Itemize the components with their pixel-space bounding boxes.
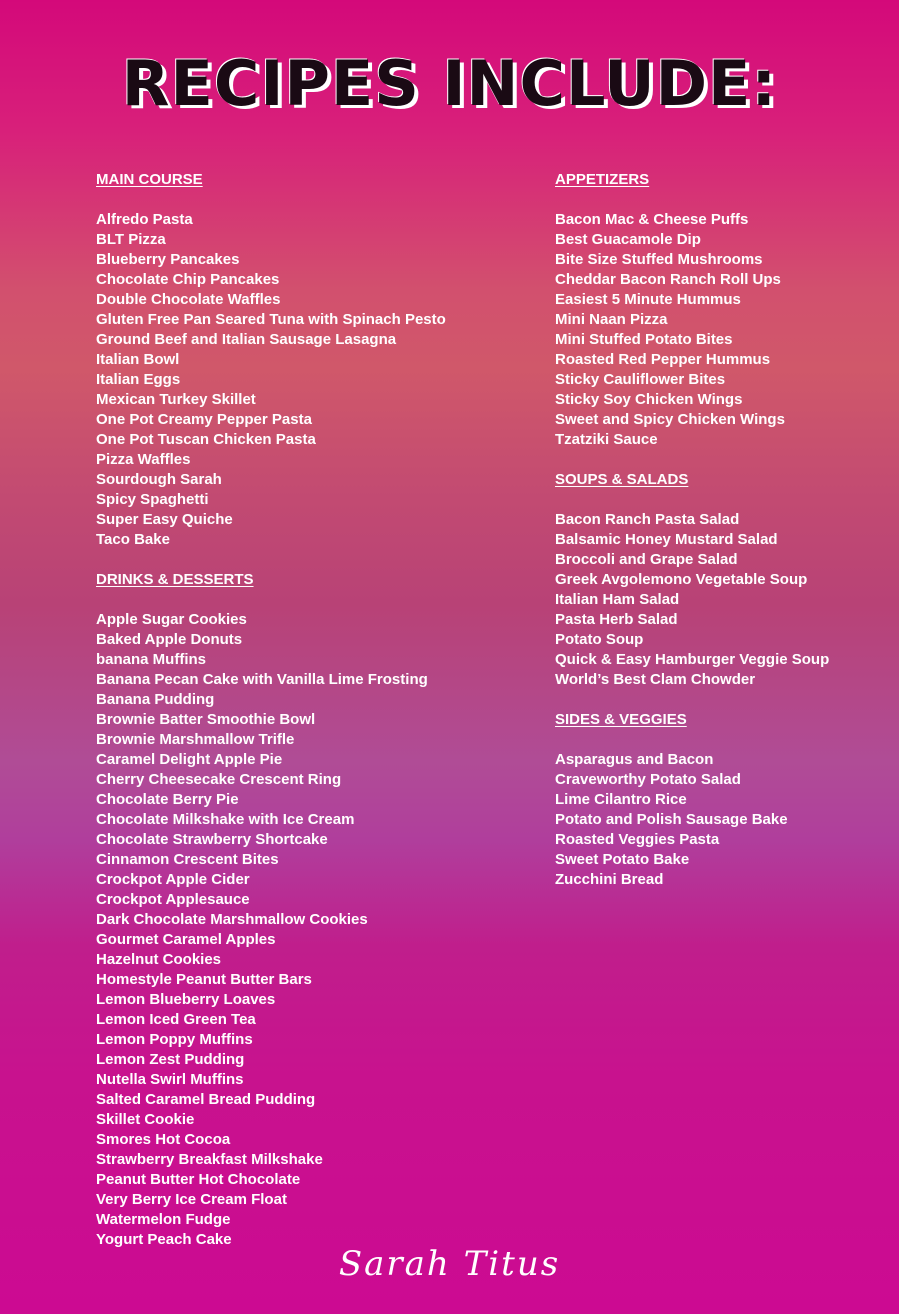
recipe-item: Banana Pudding bbox=[96, 691, 215, 708]
recipe-item: Pasta Herb Salad bbox=[555, 611, 678, 628]
section-drinks-desserts bbox=[96, 570, 536, 1250]
recipe-item: Mini Naan Pizza bbox=[555, 311, 668, 328]
recipe-item: Asparagus and Bacon bbox=[555, 751, 714, 768]
recipe-item: Baked Apple Donuts bbox=[96, 631, 243, 648]
recipe-item: Very Berry Ice Cream Float bbox=[96, 1191, 287, 1208]
recipe-item: Greek Avgolemono Vegetable Soup bbox=[555, 571, 808, 588]
right-column bbox=[555, 170, 885, 910]
recipe-item: World’s Best Clam Chowder bbox=[555, 671, 756, 688]
recipe-item: Sticky Soy Chicken Wings bbox=[555, 391, 743, 408]
recipe-item: Ground Beef and Italian Sausage Lasagna bbox=[96, 331, 397, 348]
recipe-item: Bacon Ranch Pasta Salad bbox=[555, 511, 740, 528]
page-title: RECIPES INCLUDE: bbox=[121, 47, 778, 120]
recipe-item: Spicy Spaghetti bbox=[96, 491, 209, 508]
section-soups-salads bbox=[555, 470, 885, 690]
recipe-item: Sweet and Spicy Chicken Wings bbox=[555, 411, 785, 428]
recipe-item: Skillet Cookie bbox=[96, 1111, 195, 1128]
recipe-item: One Pot Tuscan Chicken Pasta bbox=[96, 431, 316, 448]
recipe-list bbox=[96, 210, 536, 550]
author-signature: Sarah Titus bbox=[338, 1244, 561, 1284]
recipe-list bbox=[555, 750, 885, 890]
recipe-item: Roasted Red Pepper Hummus bbox=[555, 351, 771, 368]
section-appetizers bbox=[555, 170, 885, 450]
recipe-item: Balsamic Honey Mustard Salad bbox=[555, 531, 778, 548]
recipe-item: Chocolate Chip Pancakes bbox=[96, 271, 280, 288]
recipe-item: Best Guacamole Dip bbox=[555, 231, 701, 248]
section-heading: SOUPS & SALADS bbox=[555, 471, 689, 488]
recipe-item: Banana Pecan Cake with Vanilla Lime Frosting bbox=[96, 671, 428, 688]
recipe-item: Cheddar Bacon Ranch Roll Ups bbox=[555, 271, 781, 288]
recipe-item: Potato and Polish Sausage Bake bbox=[555, 811, 788, 828]
recipe-item: Strawberry Breakfast Milkshake bbox=[96, 1151, 323, 1168]
recipe-item: Tzatziki Sauce bbox=[555, 431, 658, 448]
recipe-item: Italian Bowl bbox=[96, 351, 180, 368]
recipe-item: Craveworthy Potato Salad bbox=[555, 771, 741, 788]
recipe-item: Crockpot Apple Cider bbox=[96, 871, 250, 888]
recipe-item: Chocolate Strawberry Shortcake bbox=[96, 831, 328, 848]
recipe-item: Double Chocolate Waffles bbox=[96, 291, 281, 308]
recipe-item: Chocolate Milkshake with Ice Cream bbox=[96, 811, 355, 828]
recipe-item: Italian Ham Salad bbox=[555, 591, 680, 608]
recipe-item: Bacon Mac & Cheese Puffs bbox=[555, 211, 749, 228]
recipe-item: Dark Chocolate Marshmallow Cookies bbox=[96, 911, 368, 928]
recipe-item: Blueberry Pancakes bbox=[96, 251, 240, 268]
recipe-item: One Pot Creamy Pepper Pasta bbox=[96, 411, 312, 428]
recipe-item: Taco Bake bbox=[96, 531, 170, 548]
recipe-item: Lime Cilantro Rice bbox=[555, 791, 687, 808]
section-heading: SIDES & VEGGIES bbox=[555, 711, 687, 728]
recipe-item: Mini Stuffed Potato Bites bbox=[555, 331, 733, 348]
recipe-item: Bite Size Stuffed Mushrooms bbox=[555, 251, 763, 268]
left-column bbox=[96, 170, 536, 1270]
recipe-item: Roasted Veggies Pasta bbox=[555, 831, 720, 848]
recipe-item: Peanut Butter Hot Chocolate bbox=[96, 1171, 301, 1188]
recipe-item: Lemon Zest Pudding bbox=[96, 1051, 245, 1068]
recipe-item: Sticky Cauliflower Bites bbox=[555, 371, 726, 388]
recipe-item: Chocolate Berry Pie bbox=[96, 791, 239, 808]
recipe-item: Lemon Poppy Muffins bbox=[96, 1031, 253, 1048]
recipe-item: Pizza Waffles bbox=[96, 451, 191, 468]
recipe-item: Yogurt Peach Cake bbox=[96, 1231, 232, 1248]
recipe-item: Gluten Free Pan Seared Tuna with Spinach Pesto bbox=[96, 311, 446, 328]
recipe-item: Cherry Cheesecake Crescent Ring bbox=[96, 771, 342, 788]
recipe-item: Cinnamon Crescent Bites bbox=[96, 851, 279, 868]
recipe-item: Salted Caramel Bread Pudding bbox=[96, 1091, 316, 1108]
recipe-item: Apple Sugar Cookies bbox=[96, 611, 247, 628]
recipe-item: Quick & Easy Hamburger Veggie Soup bbox=[555, 651, 830, 668]
recipe-item: Alfredo Pasta bbox=[96, 211, 193, 228]
recipe-item: Smores Hot Cocoa bbox=[96, 1131, 231, 1148]
recipe-item: Sourdough Sarah bbox=[96, 471, 222, 488]
recipe-item: Watermelon Fudge bbox=[96, 1211, 231, 1228]
recipe-item: Sweet Potato Bake bbox=[555, 851, 690, 868]
recipe-item: Nutella Swirl Muffins bbox=[96, 1071, 244, 1088]
recipe-item: Potato Soup bbox=[555, 631, 644, 648]
recipe-item: Super Easy Quiche bbox=[96, 511, 233, 528]
section-heading: MAIN COURSE bbox=[96, 171, 203, 188]
recipe-item: BLT Pizza bbox=[96, 231, 166, 248]
recipe-list bbox=[96, 610, 536, 1250]
recipe-list bbox=[555, 510, 885, 690]
recipe-item: Italian Eggs bbox=[96, 371, 181, 388]
recipe-item: Brownie Marshmallow Trifle bbox=[96, 731, 295, 748]
recipe-item: Zucchini Bread bbox=[555, 871, 664, 888]
recipe-item: banana Muffins bbox=[96, 651, 207, 668]
recipe-item: Lemon Blueberry Loaves bbox=[96, 991, 276, 1008]
recipe-item: Broccoli and Grape Salad bbox=[555, 551, 738, 568]
recipe-item: Crockpot Applesauce bbox=[96, 891, 250, 908]
section-main-course bbox=[96, 170, 536, 550]
recipe-item: Mexican Turkey Skillet bbox=[96, 391, 256, 408]
recipe-item: Hazelnut Cookies bbox=[96, 951, 222, 968]
recipe-item: Homestyle Peanut Butter Bars bbox=[96, 971, 312, 988]
section-heading: DRINKS & DESSERTS bbox=[96, 571, 254, 588]
section-heading: APPETIZERS bbox=[555, 171, 650, 188]
recipe-item: Brownie Batter Smoothie Bowl bbox=[96, 711, 316, 728]
recipe-item: Easiest 5 Minute Hummus bbox=[555, 291, 741, 308]
recipe-item: Caramel Delight Apple Pie bbox=[96, 751, 283, 768]
recipe-item: Lemon Iced Green Tea bbox=[96, 1011, 256, 1028]
recipe-list bbox=[555, 210, 885, 450]
recipe-item: Gourmet Caramel Apples bbox=[96, 931, 276, 948]
section-sides-veggies bbox=[555, 710, 885, 890]
